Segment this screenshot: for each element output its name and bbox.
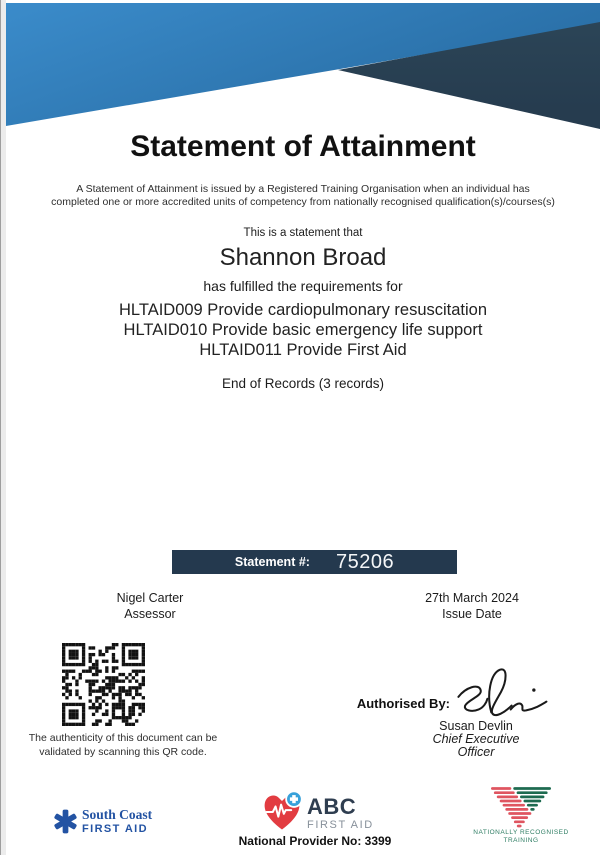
qr-caption-line-1: The authenticity of this document can be xyxy=(28,732,218,744)
nrt-text-line-1: NATIONALLY RECOGNISED xyxy=(473,829,569,836)
qr-caption-line-2: validated by scanning this QR code. xyxy=(39,746,207,758)
signatory-title-line-2: Officer xyxy=(457,745,495,759)
south-coast-logo xyxy=(52,806,152,837)
description-text xyxy=(6,183,600,209)
assessor-role: Assessor xyxy=(124,607,176,621)
fulfilled-line: has fulfilled the requirements for xyxy=(203,278,403,294)
abc-logo-text xyxy=(307,796,374,836)
south-coast-first-aid: FIRST AID xyxy=(82,823,148,835)
page-title: Statement of Attainment xyxy=(130,130,476,163)
description-line-2: completed one or more accredited units of competency from nationally recognised qualification(s)/courses(s) xyxy=(51,196,555,208)
south-coast-name: South Coast xyxy=(82,807,153,822)
course-line: HLTAID009 Provide cardiopulmonary resuscitation xyxy=(118,301,488,319)
signatory-title-line-1: Chief Executive xyxy=(432,732,520,746)
south-coast-logo-text xyxy=(82,808,152,835)
course-line: HLTAID010 Provide basic emergency life support xyxy=(123,321,483,339)
statement-intro: This is a statement that xyxy=(243,227,363,239)
header-banner xyxy=(6,0,600,135)
course-list xyxy=(6,300,600,360)
nrt-logo-text xyxy=(466,829,576,845)
authorised-by-label: Authorised By: xyxy=(356,696,450,711)
abc-name: ABC xyxy=(307,794,357,819)
signature xyxy=(446,662,554,722)
star-of-life-icon xyxy=(52,806,79,837)
national-provider-number: National Provider No: 3399 xyxy=(238,834,392,848)
qr-code xyxy=(62,643,145,726)
signature-i-dot xyxy=(532,688,535,691)
recipient-name: Shannon Broad xyxy=(219,244,387,271)
description-line-1: A Statement of Attainment is issued by a Registered Training Organisation when an individual has xyxy=(76,183,530,195)
nrt-triangle-icon xyxy=(491,787,551,828)
statement-number-label: Statement #: xyxy=(234,555,310,569)
statement-number-value: 75206 xyxy=(335,550,395,573)
assessor-block xyxy=(80,590,220,622)
abc-first-aid: FIRST AID xyxy=(307,819,374,831)
nrt-text-line-2: TRAINING xyxy=(503,837,539,844)
issue-date-label: Issue Date xyxy=(442,607,502,621)
abc-first-aid-logo xyxy=(259,788,374,836)
issue-date: 27th March 2024 xyxy=(425,591,519,605)
signatory-name: Susan Devlin xyxy=(439,719,513,733)
signatory-block xyxy=(416,720,536,759)
heart-ecg-icon xyxy=(259,788,305,836)
assessor-name: Nigel Carter xyxy=(116,591,184,605)
end-of-records: End of Records (3 records) xyxy=(221,376,385,391)
statement-number-bar xyxy=(172,550,457,574)
course-line: HLTAID011 Provide First Aid xyxy=(199,341,407,359)
issue-date-block xyxy=(402,590,542,622)
qr-caption xyxy=(28,731,218,759)
page-edge xyxy=(0,0,6,855)
